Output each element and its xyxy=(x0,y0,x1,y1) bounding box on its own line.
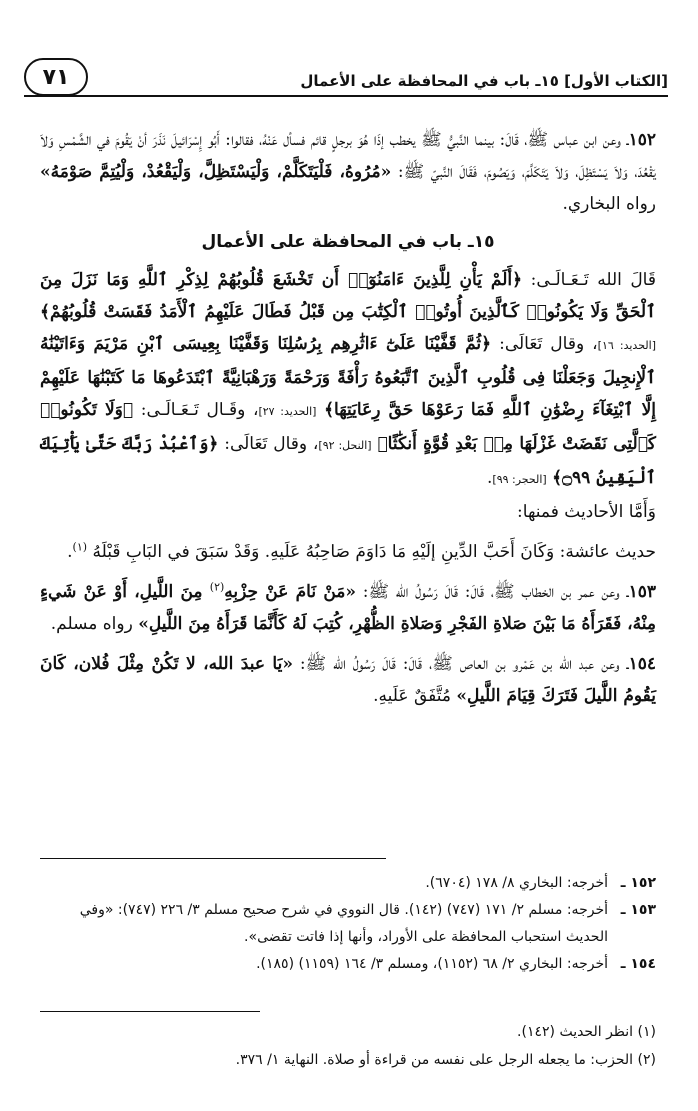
source-item xyxy=(40,870,656,897)
main-text xyxy=(40,124,656,712)
ahadith-intro: وَأَمَّا الأحاديث فمنها: xyxy=(517,502,656,522)
running-title: [الكتاب الأول] ١٥ـ باب في المحافظة على الأعمال xyxy=(300,72,668,90)
hadith-quote: «يَا عبدَ الله، لا تَكُنْ مِثْلَ فُلان، كَانَ يَقُومُ اللَّيلَ فَتَرَكَ قِيَامَ اللَّيلِ» xyxy=(40,654,656,706)
aisha-hadith xyxy=(40,536,656,568)
running-header xyxy=(24,58,668,98)
verse-citation: [الحديد: ٢٧] xyxy=(258,405,317,418)
source-number: ١٥٤ ـ xyxy=(620,956,656,972)
hadith-number: ١٥٢ xyxy=(628,130,656,150)
hadith-quote: مِنَ اللَّيلِ، أَوْ عَنْ شَيءٍ مِنْهُ، فَقَرَأَهُ مَا بَيْنَ صَلاةِ الفَجْرِ وَصَلاةِ الظُّهْرِ، كُتِبَ لَهُ كَأَنَّمَا قَرَأَهُ مِنَ اللَّيلِ» xyxy=(40,582,656,634)
footnote-ref: (٢) xyxy=(209,580,225,594)
hadith-source: رواه مسلم. xyxy=(50,614,139,634)
verse-link: ، وقَـال تَـعَـالَـى: xyxy=(133,400,259,420)
verse-citation: [الحديد: ١٦] xyxy=(597,339,656,352)
footnotes-list xyxy=(40,1018,656,1074)
source-text: أخرجه: البخاري ٨/ ١٧٨ (٦٧٠٤). xyxy=(425,875,608,891)
spacer xyxy=(40,640,656,648)
hadith-source: مُتَّفَقٌ عَلَيهِ. xyxy=(373,686,457,706)
verse-link: ، وقال تَعَالَى: xyxy=(218,434,319,454)
verse-citation: [النحل: ٩٢] xyxy=(318,439,372,452)
source-text: أخرجه: مسلم ٢/ ١٧١ (٧٤٧) (١٤٢). قال النووي في شرح صحيح مسلم ٣/ ٢٢٦ (٧٤٧): «وفي الحديث استحباب المحافظة على الأوراد، وأنها إذا فاتت تقضى». xyxy=(79,902,608,945)
hadith-quote: «مَنْ نَامَ عَنْ حِزْبِهِ xyxy=(224,582,356,602)
hadith-152 xyxy=(40,124,656,220)
quran-verse: ﴿أَلَمْ يَأْنِ لِلَّذِينَ ءَامَنُوٓا۟ أَن تَخْشَعَ قُلُوبُهُمْ لِذِكْرِ ٱللَّهِ وَمَا نَزَلَ مِنَ ٱلْحَقِّ وَلَا يَكُونُوا۟ كَٱلَّذِينَ أُوتُوا۟ ٱلْكِتَٰبَ مِن قَبْلُ فَطَالَ عَلَيْهِمُ ٱلْأَمَدُ فَقَسَتْ قُلُوبُهُمْ﴾ xyxy=(40,270,656,322)
footnotes-divider xyxy=(40,1011,260,1012)
source-item xyxy=(40,897,656,951)
hadith-153 xyxy=(40,576,656,640)
header-rule xyxy=(24,95,668,97)
verse-citation: [الحجر: ٩٩] xyxy=(492,473,547,486)
quran-verses-paragraph xyxy=(40,264,656,496)
aisha-text: حديث عائشة: وَكَانَ أَحَبَّ الدِّينِ إلَيْهِ مَا دَاوَمَ صَاحِبُهُ عَلَيهِ. وَقَدْ سَبَقَ في البَابِ قَبْلَهُ xyxy=(92,542,656,562)
hadith-intro: ـ وعن ابن عباس ﷺ، قَالَ: بينما النَّبيُّ ﷺ يخطب إذَا هُوَ برجلٍ قائم فسأل عَنْهُ، فقالوا: أَبُو إِسْرَائيلَ نَذَرَ أنْ يَقُومَ في الشَّمْسِ وَلاَ يَقْعُدَ، وَلاَ يَسْتَظِلَ، وَلاَ يَتَكَلَّمَ، وَيَصُومَ، فَقَالَ النَّبيّ ﷺ: xyxy=(40,130,656,182)
sources-list xyxy=(40,870,656,978)
source-text: أخرجه: البخاري ٢/ ٦٨ (١١٥٢)، ومسلم ٣/ ١٦٤ (١١٥٩) (١٨٥). xyxy=(256,956,608,972)
hadith-number: ١٥٣ xyxy=(628,582,657,602)
source-number: ١٥٣ ـ xyxy=(620,902,656,918)
footnote: (١) انظر الحديث (١٤٢). xyxy=(517,1024,656,1040)
quran-verse: ﴿وَلَا تَكُونُوا۟ كَٱلَّتِى نَقَضَتْ غَزْلَهَا مِنۢ بَعْدِ قُوَّةٍ أَنكَٰثًا﴾ xyxy=(40,400,656,454)
sources-divider xyxy=(40,858,386,859)
hadith-154 xyxy=(40,648,656,712)
hadith-number: ١٥٤ xyxy=(628,654,656,674)
hadith-intro: ـ وعن عمر بن الخطاب ﷺ، قَالَ: قَالَ رَسُولُ الله ﷺ: xyxy=(356,582,629,602)
hadith-intro: ـ وعن عبد الله بن عَمْرو بن العاص ﷺ، قَالَ: قَالَ رَسُولُ الله ﷺ: xyxy=(292,654,629,674)
quran-verse: ﴿وَٱعْبُدْ رَبَّكَ حَتَّىٰ يَأْتِيَكَ ٱلْيَقِينُ ۝٩٩﴾ xyxy=(40,434,656,488)
spacer xyxy=(40,568,656,576)
footnote: (٢) الحزب: ما يجعله الرجل على نفسه من قراءة أو صلاة. النهاية ١/ ٣٧٦. xyxy=(235,1052,656,1068)
source-item xyxy=(40,951,656,978)
hadith-quote: «مُرُوهُ، فَلْيَتَكَلَّمْ، وَلْيَسْتَظِلَّ، وَلْيَقْعُدْ، وَلْيُتِمَّ صَوْمَهُ» xyxy=(40,162,392,182)
spacer xyxy=(40,528,656,536)
verses-intro: قَالَ الله تَـعَـالَـى: xyxy=(522,270,656,290)
verse-link: ، وقال تَعَالَى: xyxy=(491,334,598,354)
page-number: ٧١ xyxy=(24,58,88,96)
hadith-source: رواه البخاري. xyxy=(562,194,656,214)
sentence-end: . xyxy=(67,542,73,562)
source-number: ١٥٢ ـ xyxy=(620,875,656,891)
footnote-ref: (١) xyxy=(72,540,88,554)
quran-verse: ﴿ثُمَّ قَفَّيْنَا عَلَىٰٓ ءَاثَٰرِهِم بِرُسُلِنَا وَقَفَّيْنَا بِعِيسَى ٱبْنِ مَرْيَمَ وَءَاتَيْنَٰهُ ٱلْإِنجِيلَ وَجَعَلْنَا فِى قُلُوبِ ٱلَّذِينَ ٱتَّبَعُوهُ رَأْفَةً وَرَحْمَةً وَرَهْبَانِيَّةً ٱبْتَدَعُوهَا مَا كَتَبْنَٰهَا عَلَيْهِمْ إِلَّا ٱبْتِغَآءَ رِضْوَٰنِ ٱللَّهِ فَمَا رَعَوْهَا حَقَّ رِعَايَتِهَا﴾ xyxy=(40,334,656,420)
chapter-title: ١٥ـ باب في المحافظة على الأعمال xyxy=(201,232,495,252)
sentence-end: . xyxy=(486,468,493,488)
